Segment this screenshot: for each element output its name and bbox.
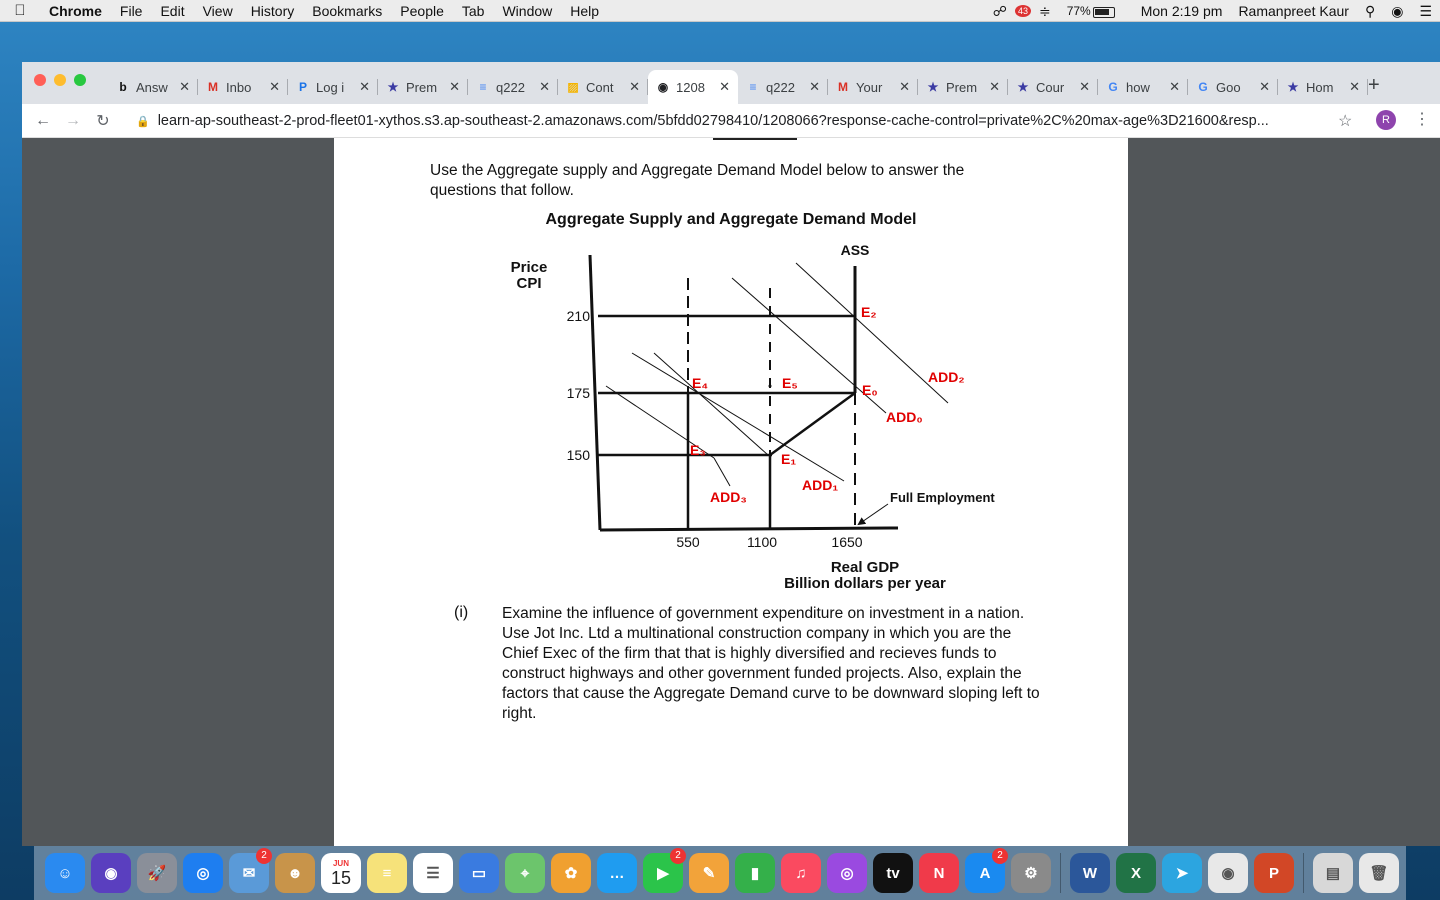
full-employment-arrow <box>859 504 888 524</box>
tab-title: Inbo <box>226 79 252 95</box>
dock-word-icon[interactable]: W <box>1070 853 1110 893</box>
point-label: E₄ <box>692 375 709 391</box>
tab-title: Cont <box>586 79 614 95</box>
curve-label: ADD₁ <box>802 477 839 493</box>
dock-numbers-icon[interactable]: ▮ <box>735 853 775 893</box>
clock[interactable]: Mon 2:19 pm <box>1140 3 1223 19</box>
dock-facetime-icon[interactable]: ▶ 2 <box>643 853 683 893</box>
browser-tab[interactable] <box>108 70 198 104</box>
calendar-day: 15 <box>330 867 352 888</box>
page-top-mark <box>713 138 797 140</box>
menu-file[interactable]: File <box>119 2 143 19</box>
tab-close-icon[interactable]: ✕ <box>1349 79 1360 94</box>
menu-view[interactable]: View <box>202 2 233 19</box>
tab-favicon-icon: ▨ <box>567 80 579 94</box>
address-bar[interactable] <box>128 108 1360 134</box>
browser-tab[interactable] <box>198 70 288 104</box>
tab-title: Answ <box>136 79 168 95</box>
tab-favicon-icon: ★ <box>927 80 939 94</box>
dock-podcasts-icon[interactable]: ◎ <box>827 853 867 893</box>
tab-favicon-icon: G <box>1108 80 1118 94</box>
x-axis-label: Billion dollars per year <box>784 575 946 592</box>
tab-title: q222 <box>496 79 525 95</box>
dock-excel-icon[interactable]: X <box>1116 853 1156 893</box>
apple-icon[interactable] <box>0 2 40 19</box>
battery-percent[interactable]: 77% <box>1066 4 1091 18</box>
tab-favicon-icon: G <box>1198 80 1208 94</box>
intro-text: Use the Aggregate supply and Aggregate Demand Model below to answer the questions that follow. <box>430 162 965 199</box>
tab-title: Your <box>856 79 883 95</box>
menu-edit[interactable]: Edit <box>160 2 185 19</box>
dock-mail-bird-icon[interactable]: ✉ 2 <box>229 853 269 893</box>
dock-badge: 2 <box>670 848 686 864</box>
tab-close-icon[interactable]: ✕ <box>809 79 820 94</box>
dock-app-store-icon[interactable]: A 2 <box>965 853 1005 893</box>
dock-maps-icon[interactable]: ⌖ <box>505 853 545 893</box>
browser-tab[interactable] <box>828 70 918 104</box>
window-controls <box>34 74 86 86</box>
url-text: learn-ap-southeast-2-prod-fleet01-xythos.s3.ap-southeast-2.amazonaws.com/5bfdd02798410/1208066?response-cache-control=private%2C%20max-age%3D21600&resp... <box>157 113 1269 129</box>
tab-favicon-icon: ★ <box>387 80 399 94</box>
curve-label: ADD₀ <box>886 409 923 425</box>
dock-telegram-icon[interactable]: ➤ <box>1162 853 1202 893</box>
calendar-month: JUN <box>332 858 349 868</box>
add1-curve <box>632 353 844 481</box>
menu-tab[interactable]: Tab <box>461 2 485 19</box>
dock-badge: 2 <box>256 848 272 864</box>
tab-close-icon[interactable]: ✕ <box>1259 79 1270 94</box>
tab-favicon-icon: M <box>838 80 848 94</box>
full-employment-label: Full Employment <box>890 490 995 505</box>
siri-icon[interactable]: ◉ <box>1391 2 1404 19</box>
question-number: (i) <box>454 604 469 621</box>
tab-favicon-icon: b <box>119 80 127 94</box>
tab-favicon-icon: ≡ <box>749 80 757 94</box>
menu-window[interactable]: Window <box>502 2 553 19</box>
y-axis-label: Price <box>510 259 548 276</box>
menu-history[interactable]: History <box>250 2 295 19</box>
tab-title: Hom <box>1306 79 1334 95</box>
y-tick-label: 210 <box>566 308 590 324</box>
browser-toolbar <box>22 104 1440 138</box>
tab-close-icon[interactable]: ✕ <box>539 79 550 94</box>
menu-help[interactable]: Help <box>570 2 600 19</box>
supply-segment <box>770 393 855 455</box>
tab-close-icon[interactable]: ✕ <box>989 79 1000 94</box>
dock-music-icon[interactable]: ♫ <box>781 853 821 893</box>
menu-people[interactable]: People <box>400 2 444 19</box>
back-button[interactable]: ← <box>35 111 51 129</box>
tab-favicon-icon: ◉ <box>657 80 669 94</box>
question-text: Examine the influence of government expenditure on investment in a nation. Use Jot Inc. Ltd a multinational construction company in which you are the Chief Exec of the firm that that is highly diversified and recieves funds to construct highways and other government funded projects. Also, explain the factors that cause the Aggregate Demand curve to be downward sloping left to right. <box>502 605 1040 722</box>
browser-tab[interactable] <box>738 70 828 104</box>
status-area <box>985 0 1440 22</box>
battery-icon[interactable] <box>1093 3 1123 19</box>
browser-tab[interactable] <box>1278 70 1368 104</box>
dock-siri-icon[interactable]: ◉ <box>91 853 131 893</box>
tab-title: Log i <box>316 79 345 95</box>
y-tick-label: 175 <box>566 385 590 401</box>
tab-title: Prem <box>946 79 978 95</box>
tab-close-icon[interactable]: ✕ <box>1169 79 1180 94</box>
point-label: E₂ <box>861 304 877 320</box>
ad-as-chart <box>484 238 1004 598</box>
tab-title: how <box>1126 79 1150 95</box>
menu-bookmarks[interactable]: Bookmarks <box>312 2 383 19</box>
dock-tv-icon[interactable]: tv <box>873 853 913 893</box>
menu-bar <box>0 0 1440 22</box>
user-name[interactable]: Ramanpreet Kaur <box>1238 3 1349 19</box>
x-tick-label: 550 <box>676 534 700 550</box>
e5-dot <box>769 385 772 388</box>
dock-news-icon[interactable]: N <box>919 853 959 893</box>
dock-photos-icon[interactable]: ✿ <box>551 853 591 893</box>
tab-close-icon[interactable]: ✕ <box>629 79 640 94</box>
tab-close-icon[interactable]: ✕ <box>449 79 460 94</box>
zoom-window-button[interactable] <box>74 74 86 86</box>
tab-close-icon[interactable]: ✕ <box>179 79 190 94</box>
curve-label: ADD₃ <box>710 489 747 505</box>
browser-tab[interactable] <box>378 70 468 104</box>
browser-tab[interactable] <box>1188 70 1278 104</box>
dock-messages-icon[interactable]: … <box>597 853 637 893</box>
tab-favicon-icon: ★ <box>1287 80 1299 94</box>
dock-reminders-icon[interactable]: ☰ <box>413 853 453 893</box>
browser-tab[interactable] <box>288 70 378 104</box>
tabs <box>108 70 1368 104</box>
pdf-page <box>334 138 1128 846</box>
add3-upper-curve <box>654 353 768 455</box>
tab-favicon-icon: P <box>298 80 307 94</box>
lock-icon: 🔒 <box>136 115 150 128</box>
notification-badge[interactable]: 43 <box>1015 5 1031 17</box>
dock-safari-icon[interactable]: ◎ <box>183 853 223 893</box>
tab-favicon-icon: ★ <box>1017 80 1029 94</box>
dock-calendar-icon[interactable] <box>321 853 361 893</box>
wifi-icon[interactable]: ≑ <box>1038 2 1051 19</box>
browser-tab[interactable] <box>1098 70 1188 104</box>
browser-tab[interactable] <box>468 70 558 104</box>
tab-title: Cour <box>1036 79 1065 95</box>
profile-avatar[interactable]: R <box>1376 110 1396 130</box>
dock-notes-icon[interactable]: ≡ <box>367 853 407 893</box>
browser-tab[interactable] <box>648 70 738 104</box>
spotlight-icon[interactable]: ⚲ <box>1364 2 1376 19</box>
y-axis-label: CPI <box>516 275 542 292</box>
point-label: E₃ <box>690 442 706 458</box>
tab-close-icon[interactable]: ✕ <box>899 79 910 94</box>
browser-tab[interactable] <box>558 70 648 104</box>
new-tab-button[interactable]: + <box>1368 74 1380 96</box>
add3-curve-tail <box>714 458 730 486</box>
point-label: E₅ <box>782 375 798 391</box>
tab-close-icon[interactable]: ✕ <box>359 79 370 94</box>
control-center-icon[interactable]: ☰ <box>1419 2 1432 19</box>
x-tick-label: 1100 <box>746 534 778 550</box>
dock-downloads-icon[interactable]: ▤ <box>1313 853 1353 893</box>
creative-cloud-icon[interactable]: ☍ <box>992 2 1007 19</box>
ass-label: ASS <box>840 242 870 258</box>
tab-close-icon[interactable]: ✕ <box>719 79 730 94</box>
chart-title: Aggregate Supply and Aggregate Demand Model <box>545 211 917 228</box>
dock-powerpoint-icon[interactable]: P <box>1254 853 1294 893</box>
menu-app-name[interactable]: Chrome <box>49 2 102 19</box>
tab-title: Goo <box>1216 79 1241 95</box>
dock-system-preferences-icon[interactable]: ⚙ <box>1011 853 1051 893</box>
close-window-button[interactable] <box>34 74 46 86</box>
minimize-window-button[interactable] <box>54 74 66 86</box>
curve-label: ADD₂ <box>928 369 965 385</box>
point-label: E₀ <box>862 382 878 398</box>
tab-title: q222 <box>766 79 795 95</box>
browser-tab[interactable] <box>918 70 1008 104</box>
dock-launchpad-icon[interactable]: 🚀 <box>137 853 177 893</box>
dock-finder-icon[interactable]: ☺ <box>45 853 85 893</box>
x-axis-label: Real GDP <box>830 559 900 576</box>
tab-strip <box>22 62 1440 104</box>
tab-close-icon[interactable]: ✕ <box>269 79 280 94</box>
dock-separator <box>1303 853 1304 893</box>
forward-button[interactable]: → <box>65 111 81 129</box>
tab-title: 1208 <box>676 79 705 95</box>
tab-favicon-icon: ≡ <box>479 80 487 94</box>
tab-close-icon[interactable]: ✕ <box>1079 79 1090 94</box>
bookmark-star-icon[interactable]: ☆ <box>1338 113 1353 130</box>
browser-tab[interactable] <box>1008 70 1098 104</box>
tab-favicon-icon: M <box>208 80 218 94</box>
dock-badge: 2 <box>992 848 1008 864</box>
y-tick-label: 150 <box>566 447 590 463</box>
dock-contacts-icon[interactable]: ☻ <box>275 853 315 893</box>
reload-button[interactable]: ↻ <box>96 112 110 130</box>
dock-keynote-icon[interactable]: ▭ <box>459 853 499 893</box>
dock-separator <box>1060 853 1061 893</box>
browser-window <box>22 62 1440 846</box>
point-label: E₁ <box>781 451 797 467</box>
dock-trash-icon[interactable]: 🗑 <box>1359 853 1399 893</box>
x-axis <box>600 528 898 530</box>
tab-title: Prem <box>406 79 438 95</box>
dock-chrome-icon[interactable]: ◉ <box>1208 853 1248 893</box>
dock <box>34 846 1406 900</box>
dock-pages-icon[interactable]: ✎ <box>689 853 729 893</box>
x-tick-label: 1650 <box>831 534 863 550</box>
chrome-menu-icon[interactable]: ⋮ <box>1414 111 1430 128</box>
